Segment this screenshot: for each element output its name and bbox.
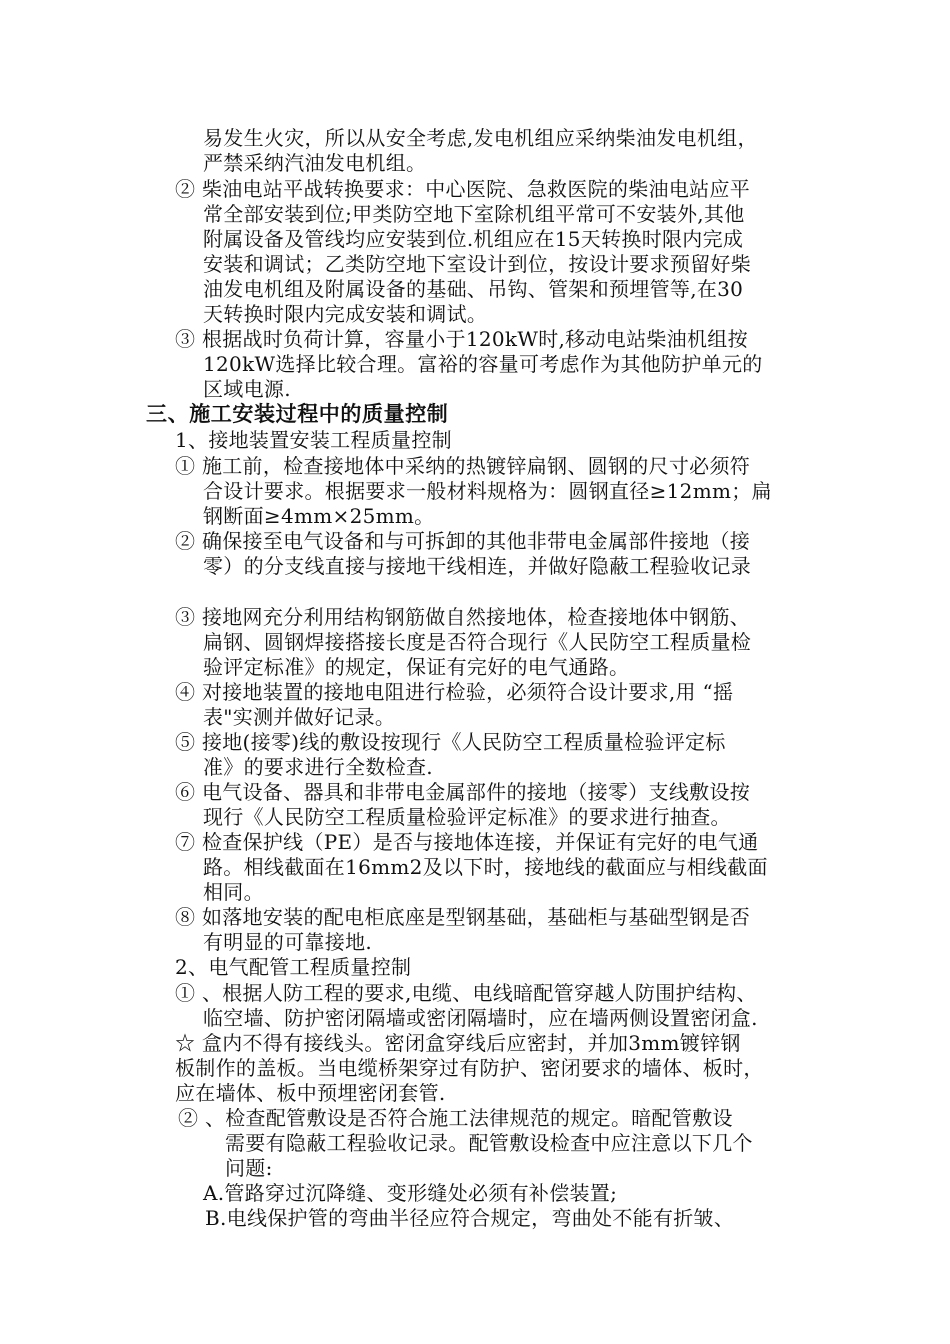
text-line: 验评定标准》的规定，保证有完好的电气通路。 <box>203 655 630 679</box>
text-line: 油发电机组及附属设备的基础、吊钩、管架和预埋管等,在30 <box>203 277 744 301</box>
text-line: 板制作的盖板。当电缆桥架穿过有防护、密闭要求的墙体、板时， <box>175 1056 764 1080</box>
text-line: 路。相线截面在16mm2及以下时，接地线的截面应与相线截面 <box>203 855 768 879</box>
text-line: 合设计要求。根据要求一般材料规格为：圆钢直径≥12mm；扁 <box>203 479 772 503</box>
list-item-8: ⑧ 如落地安装的配电柜底座是型钢基础，基础柜与基础型钢是否 <box>175 905 751 929</box>
text-line: 准》的要求进行全数检查. <box>203 755 433 779</box>
text-line: 有明显的可靠接地. <box>203 930 373 954</box>
text-line: 安装和调试；乙类防空地下室设计到位，按设计要求预留好柴 <box>203 252 752 276</box>
text-line: 需要有隐蔽工程验收记录。配管敷设检查中应注意以下几个 <box>225 1131 753 1155</box>
section-heading: 三、施工安装过程中的质量控制 <box>146 401 449 426</box>
text-line: 钢断面≥4mm×25mm。 <box>203 504 435 528</box>
list-item-3: ③ 接地网充分利用结构钢筋做自然接地体，检查接地体中钢筋、 <box>175 605 751 629</box>
star-note: ☆ 盒内不得有接线头。密闭盒穿线后应密封，并加3mm镀锌钢 <box>175 1031 741 1055</box>
text-line: 天转换时限内完成安装和调试。 <box>203 302 488 326</box>
text-line: 严禁采纳汽油发电机组。 <box>203 151 427 175</box>
text-line: 扁钢、圆钢焊接搭接长度是否符合现行《人民防空工程质量检 <box>203 630 752 654</box>
text-line: 应在墙体、板中预埋密闭套管. <box>175 1081 446 1105</box>
text-line: 问题: <box>225 1156 273 1180</box>
subsection-heading: 2、电气配管工程质量控制 <box>175 955 412 979</box>
list-item-2: ② 柴油电站平战转换要求：中心医院、急救医院的柴油电站应平 <box>175 177 751 201</box>
subsection-heading: 1、接地装置安装工程质量控制 <box>175 428 452 452</box>
list-item-2: ② 确保接至电气设备和与可拆卸的其他非带电金属部件接地（接 <box>175 529 751 553</box>
text-line: 120kW选择比较合理。富裕的容量可考虑作为其他防护单元的 <box>203 352 763 376</box>
text-line: 表"实测并做好记录。 <box>203 705 396 729</box>
text-line: 常全部安装到位;甲类防空地下室除机组平常可不安装外,其他 <box>203 202 745 226</box>
list-item-1: ① 施工前，检查接地体中采纳的热镀锌扁钢、圆钢的尺寸必须符 <box>175 454 751 478</box>
list-item-3: ③ 根据战时负荷计算，容量小于120kW时,移动电站柴油机组按 <box>175 327 748 351</box>
sub-item-b: B.电线保护管的弯曲半径应符合规定，弯曲处不能有折皱、 <box>205 1206 735 1230</box>
text-line: 现行《人民防空工程质量检验评定标准》的要求进行抽查。 <box>203 805 731 829</box>
list-item-5: ⑤ 接地(接零)线的敷设按现行《人民防空工程质量检验评定标 <box>175 730 726 754</box>
text-line: 附属设备及管线均应安装到位.机组应在15天转换时限内完成 <box>203 227 744 251</box>
text-line: 区域电源. <box>203 377 291 401</box>
list-item-4: ④ 对接地装置的接地电阻进行检验，必须符合设计要求,用 “摇 <box>175 680 734 704</box>
text-line: 临空墙、防护密闭隔墙或密闭隔墙时，应在墙两侧设置密闭盒. <box>203 1006 758 1030</box>
list-item-1: ① 、根据人防工程的要求,电缆、电线暗配管穿越人防围护结构、 <box>175 981 757 1005</box>
list-item-2: ② 、检查配管敷设是否符合施工法律规范的规定。暗配管敷设 <box>178 1106 733 1130</box>
text-line: 零）的分支线直接与接地干线相连，并做好隐蔽工程验收记录 <box>203 554 752 578</box>
list-item-6: ⑥ 电气设备、器具和非带电金属部件的接地（接零）支线敷设按 <box>175 780 751 804</box>
list-item-7: ⑦ 检查保护线（PE）是否与接地体连接，并保证有完好的电气通 <box>175 830 759 854</box>
text-line: 易发生火灾，所以从安全考虑,发电机组应采纳柴油发电机组， <box>203 126 758 150</box>
sub-item-a: A.管路穿过沉降缝、变形缝处必须有补偿装置; <box>203 1181 618 1205</box>
text-line: 相同。 <box>203 880 264 904</box>
